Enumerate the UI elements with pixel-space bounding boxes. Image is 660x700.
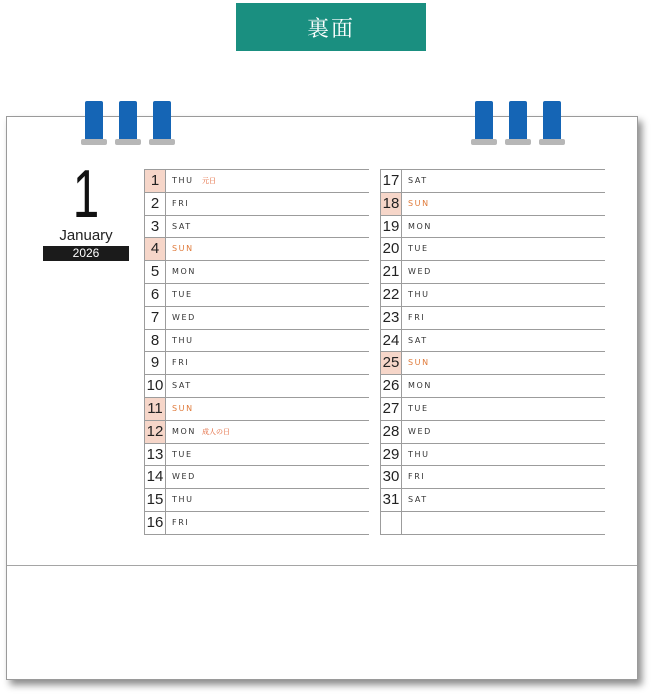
day-number: 24 <box>381 330 402 352</box>
day-number: 30 <box>381 466 402 488</box>
day-row <box>145 421 369 444</box>
day-of-week: TUE <box>172 289 193 299</box>
day-of-week: TUE <box>408 244 429 254</box>
day-row <box>381 489 605 512</box>
day-number: 7 <box>145 307 166 329</box>
holiday-name: 成人の日 <box>202 427 230 436</box>
day-row <box>145 216 369 239</box>
day-of-week: WED <box>408 426 432 436</box>
day-of-week: SUN <box>408 358 430 368</box>
day-of-week: MON <box>172 426 196 436</box>
day-row <box>381 170 605 193</box>
binder-ring-icon <box>541 117 563 157</box>
day-of-week: THU <box>408 449 430 459</box>
month-number: 1 <box>72 156 100 232</box>
day-row <box>381 466 605 489</box>
day-number: 9 <box>145 352 166 374</box>
day-column-right <box>380 169 605 535</box>
day-row <box>381 398 605 421</box>
day-number: 20 <box>381 238 402 260</box>
day-row <box>145 284 369 307</box>
binder-ring-icon <box>117 117 139 157</box>
desk-calendar-card <box>6 116 638 680</box>
day-of-week: SUN <box>408 198 430 208</box>
day-of-week: THU <box>172 495 194 505</box>
day-row <box>145 307 369 330</box>
day-of-week: SAT <box>172 221 192 231</box>
day-number: 1 <box>145 170 166 192</box>
day-of-week: FRI <box>408 312 426 322</box>
day-row <box>381 330 605 353</box>
day-of-week: SUN <box>172 244 194 254</box>
back-side-banner <box>236 3 426 51</box>
day-of-week: TUE <box>408 403 429 413</box>
day-row <box>381 307 605 330</box>
day-of-week: FRI <box>408 472 426 482</box>
day-row <box>145 238 369 261</box>
day-number: 11 <box>145 398 166 420</box>
day-of-week: SAT <box>172 381 192 391</box>
day-number: 6 <box>145 284 166 306</box>
holiday-name: 元日 <box>202 177 216 185</box>
day-of-week: MON <box>408 221 432 231</box>
day-row <box>145 489 369 512</box>
day-number: 26 <box>381 375 402 397</box>
day-number <box>381 512 402 534</box>
day-number: 21 <box>381 261 402 283</box>
day-of-week: WED <box>172 472 196 482</box>
day-row <box>145 444 369 467</box>
day-number: 12 <box>145 421 166 443</box>
day-row <box>145 193 369 216</box>
day-number: 23 <box>381 307 402 329</box>
binder-ring-icon <box>507 117 529 157</box>
day-number: 8 <box>145 330 166 352</box>
month-header <box>43 156 129 261</box>
day-number: 17 <box>381 170 402 192</box>
day-row <box>145 170 369 193</box>
binder-ring-icon <box>473 117 495 157</box>
day-row <box>145 512 369 535</box>
day-of-week: FRI <box>172 198 190 208</box>
day-number: 19 <box>381 216 402 238</box>
day-of-week: MON <box>172 267 196 277</box>
day-row <box>145 466 369 489</box>
day-number: 2 <box>145 193 166 215</box>
day-number: 14 <box>145 466 166 488</box>
day-number: 5 <box>145 261 166 283</box>
day-number: 10 <box>145 375 166 397</box>
day-number: 15 <box>145 489 166 511</box>
day-number: 3 <box>145 216 166 238</box>
binder-ring-icon <box>151 117 173 157</box>
day-of-week: TUE <box>172 449 193 459</box>
day-of-week: THU <box>172 335 194 345</box>
day-number: 22 <box>381 284 402 306</box>
day-row <box>145 330 369 353</box>
day-row <box>381 261 605 284</box>
month-name: January <box>59 227 113 244</box>
day-row <box>381 352 605 375</box>
day-of-week: FRI <box>172 358 190 368</box>
day-number: 13 <box>145 444 166 466</box>
day-row <box>381 444 605 467</box>
day-row <box>381 284 605 307</box>
day-number: 27 <box>381 398 402 420</box>
card-divider <box>7 565 637 566</box>
day-number: 18 <box>381 193 402 215</box>
year-label: 2026 <box>43 246 129 261</box>
binder-ring-icon <box>83 117 105 157</box>
day-of-week: THU <box>408 289 430 299</box>
day-number: 29 <box>381 444 402 466</box>
day-number: 28 <box>381 421 402 443</box>
day-row <box>381 216 605 239</box>
day-row <box>381 512 605 535</box>
day-of-week: FRI <box>172 517 190 527</box>
day-of-week: THU <box>172 176 194 185</box>
day-row <box>145 261 369 284</box>
day-number: 4 <box>145 238 166 260</box>
day-row <box>381 375 605 398</box>
day-of-week: SAT <box>408 495 428 505</box>
day-of-week: SAT <box>408 176 428 185</box>
day-column-left <box>144 169 369 535</box>
day-row <box>381 193 605 216</box>
day-row <box>145 352 369 375</box>
day-row <box>381 421 605 444</box>
day-of-week: MON <box>408 381 432 391</box>
day-number: 25 <box>381 352 402 374</box>
day-row <box>145 375 369 398</box>
day-row <box>381 238 605 261</box>
day-row <box>145 398 369 421</box>
day-of-week: SAT <box>408 335 428 345</box>
day-number: 16 <box>145 512 166 534</box>
day-number: 31 <box>381 489 402 511</box>
day-of-week: WED <box>408 267 432 277</box>
day-of-week: WED <box>172 312 196 322</box>
day-of-week: SUN <box>172 403 194 413</box>
banner-label: 裏面 <box>306 16 355 42</box>
